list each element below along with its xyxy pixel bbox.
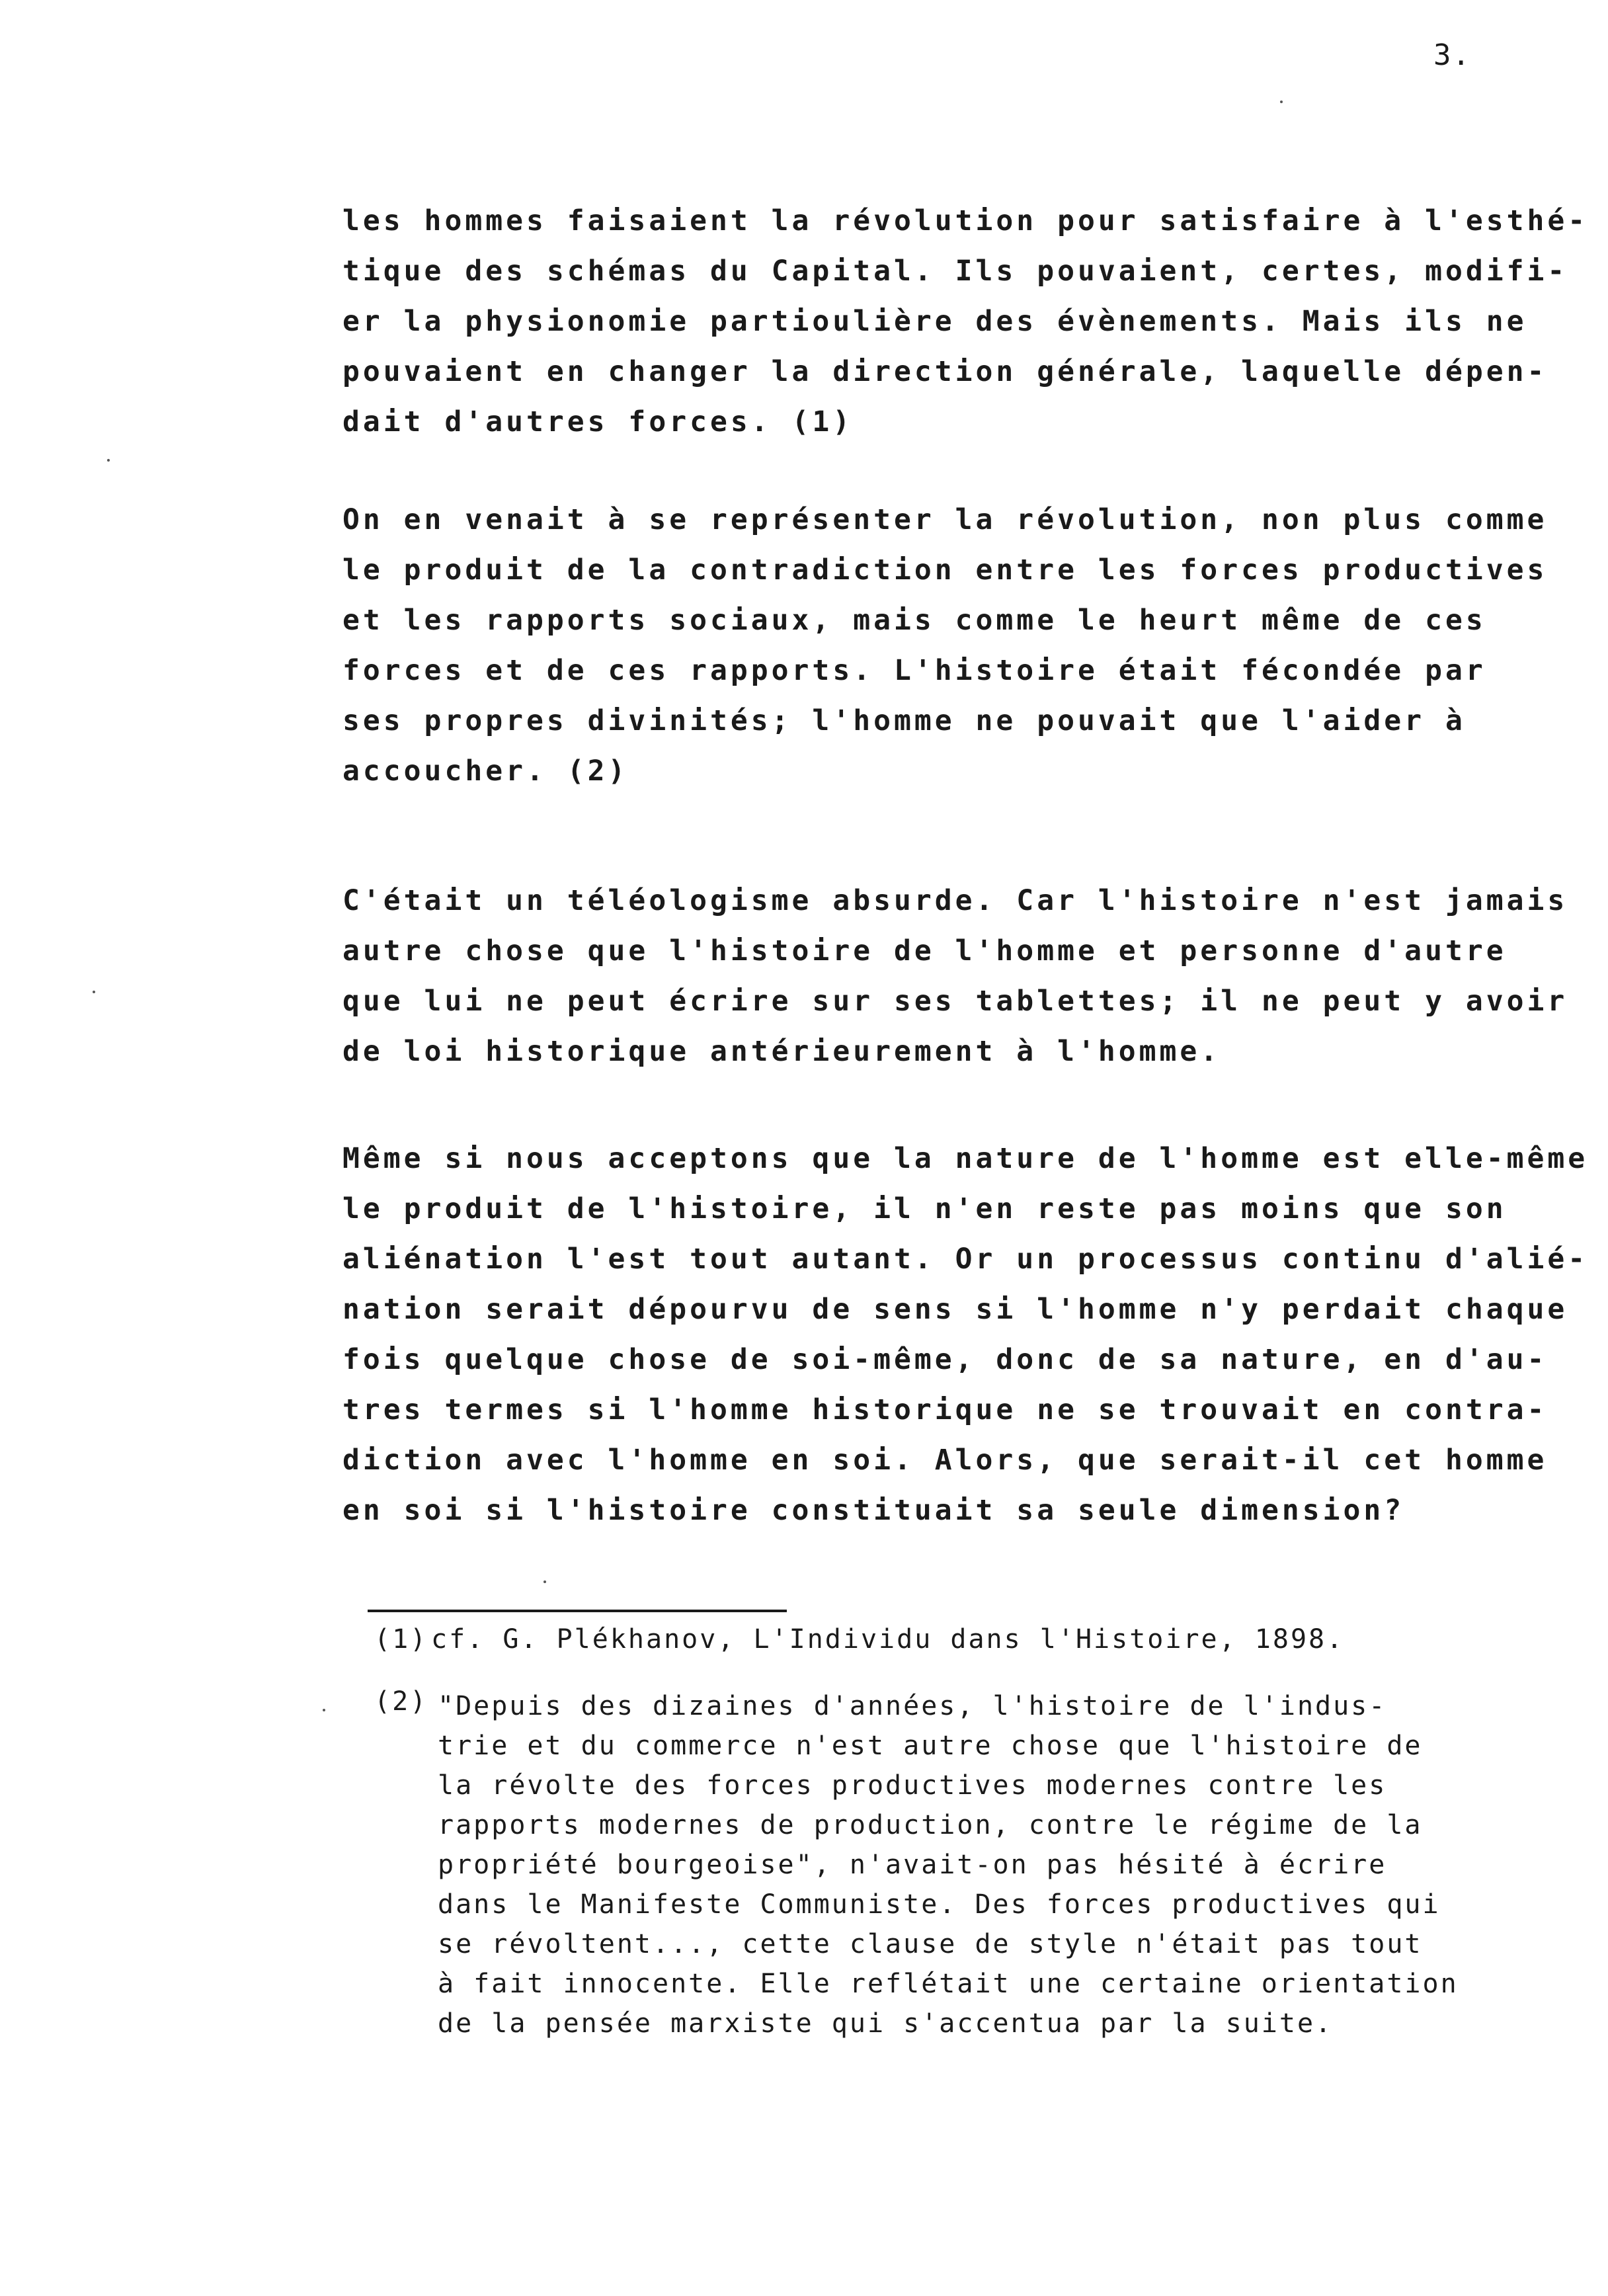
text-line: que lui ne peut écrire sur ses tablettes; il ne peut y avoir — [342, 985, 1568, 1018]
footnote-line: "Depuis des dizaines d'années, l'histoire de l'indus- — [438, 1691, 1387, 1721]
text-line: dait d'autres forces. (1) — [342, 405, 854, 438]
text-line: le produit de l'histoire, il n'en reste pas moins que son — [342, 1192, 1507, 1225]
footnote-text: cf. G. Plékhanov, L'Individu dans l'Histoire, 1898. — [431, 1624, 1345, 1655]
paragraph — [342, 1133, 1589, 1536]
scan-speck — [1280, 101, 1283, 103]
text-line: les hommes faisaient la révolution pour satisfaire à l'esthé- — [342, 204, 1589, 237]
footnote-text — [438, 1686, 1459, 2043]
footnote-marker: (1) — [374, 1624, 428, 1655]
text-line: pouvaient en changer la direction générale, laquelle dépen- — [342, 355, 1548, 388]
scan-speck — [323, 1709, 325, 1711]
text-line: diction avec l'homme en soi. Alors, que serait-il cet homme — [342, 1444, 1548, 1477]
footnote-line: la révolte des forces productives modernes contre les — [438, 1770, 1387, 1801]
footnote-line: de la pensée marxiste qui s'accentua par la suite. — [438, 2008, 1334, 2039]
footnote-line: propriété bourgeoise", n'avait-on pas hésité à écrire — [438, 1850, 1387, 1880]
text-line: nation serait dépourvu de sens si l'homme n'y perdait chaque — [342, 1293, 1568, 1326]
scan-speck — [543, 1580, 546, 1583]
text-line: de loi historique antérieurement à l'homme. — [342, 1035, 1221, 1068]
scan-speck — [107, 459, 110, 462]
footnote-line: rapports modernes de production, contre le régime de la — [438, 1810, 1423, 1840]
scan-speck — [93, 991, 95, 993]
text-line: en soi si l'histoire constituait sa seule dimension? — [342, 1494, 1405, 1527]
footnote-marker: (2) — [374, 1686, 428, 1717]
text-line: tres termes si l'homme historique ne se trouvait en contra- — [342, 1393, 1548, 1426]
text-line: er la physionomie partioulière des évènements. Mais ils ne — [342, 305, 1527, 338]
footnote — [374, 1624, 1597, 1655]
text-line: tique des schémas du Capital. Ils pouvaient, certes, modifi- — [342, 255, 1568, 288]
footnote-line: trie et du commerce n'est autre chose que l'histoire de — [438, 1731, 1423, 1761]
text-line: autre chose que l'histoire de l'homme et personne d'autre — [342, 934, 1507, 967]
paragraph — [342, 196, 1589, 447]
text-line: fois quelque chose de soi-même, donc de sa nature, en d'au- — [342, 1343, 1548, 1376]
text-line: forces et de ces rapports. L'histoire était fécondée par — [342, 654, 1486, 687]
text-line: ses propres divinités; l'homme ne pouvait que l'aider à — [342, 704, 1466, 737]
text-line: aliénation l'est tout autant. Or un processus continu d'alié- — [342, 1243, 1589, 1276]
paragraph — [342, 876, 1572, 1077]
footnote-line: dans le Manifeste Communiste. Des forces productives qui — [438, 1889, 1441, 1920]
text-line: accoucher. (2) — [342, 755, 629, 788]
footnote-line: se révoltent..., cette clause de style n'était pas tout — [438, 1929, 1423, 1959]
footnote-separator — [368, 1610, 787, 1612]
paragraph — [342, 495, 1572, 796]
text-line: Même si nous acceptons que la nature de l'homme est elle-même — [342, 1142, 1589, 1175]
text-line: C'était un téléologisme absurde. Car l'histoire n'est jamais — [342, 884, 1568, 917]
footnote-line: à fait innocente. Elle reflétait une certaine orientation — [438, 1969, 1459, 1999]
page-number: 3. — [1433, 38, 1471, 72]
text-line: et les rapports sociaux, mais comme le heurt même de ces — [342, 604, 1486, 637]
text-line: le produit de la contradiction entre les forces productives — [342, 554, 1548, 587]
text-line: On en venait à se représenter la révolution, non plus comme — [342, 503, 1548, 536]
